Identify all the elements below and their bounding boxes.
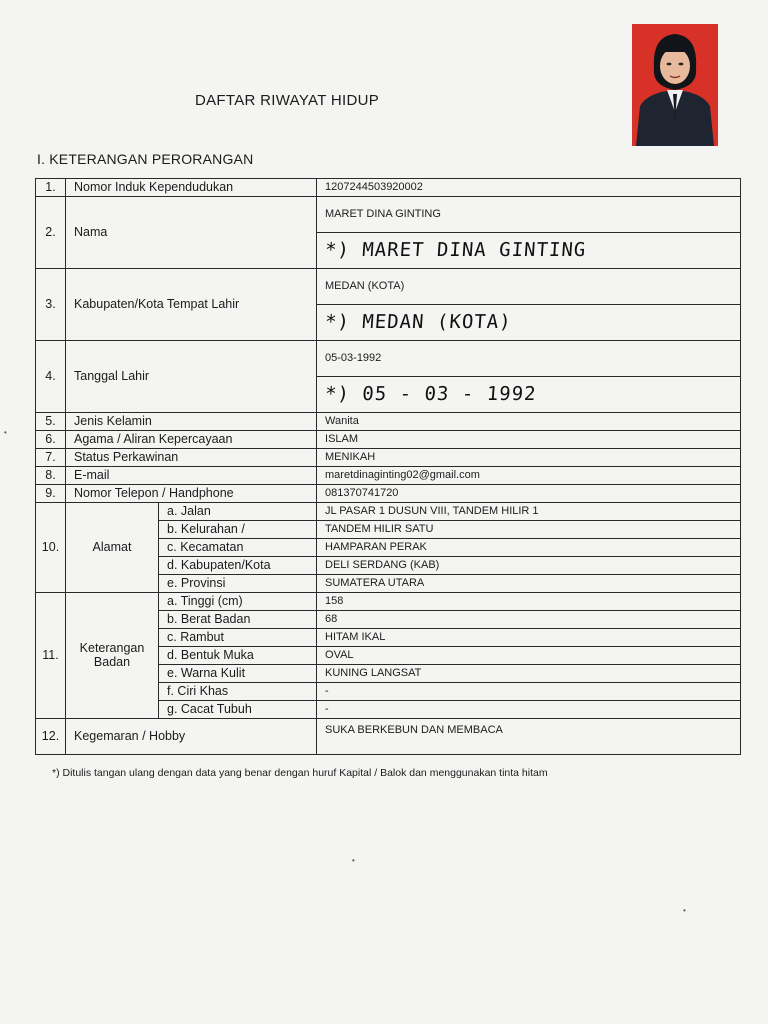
table-row	[36, 485, 741, 503]
sub-label: g. Cacat Tubuh	[159, 701, 317, 719]
sub-label: b. Berat Badan	[159, 611, 317, 629]
religion-value: ISLAM	[317, 431, 741, 449]
row-number: 10.	[36, 503, 66, 593]
field-label: Agama / Aliran Kepercayaan	[66, 431, 317, 449]
row-number: 12.	[36, 719, 66, 755]
sub-label: c. Kecamatan	[159, 539, 317, 557]
birthdate-value: 05-03-1992	[317, 341, 741, 377]
sub-value: DELI SERDANG (KAB)	[317, 557, 741, 575]
field-label: Nama	[66, 197, 317, 269]
sub-label: b. Kelurahan /	[159, 521, 317, 539]
scan-speck: •	[352, 856, 355, 865]
row-number: 6.	[36, 431, 66, 449]
table-row	[36, 197, 741, 233]
sub-value: -	[317, 683, 741, 701]
sub-label: d. Bentuk Muka	[159, 647, 317, 665]
sub-value: OVAL	[317, 647, 741, 665]
name-value: MARET DINA GINTING	[317, 197, 741, 233]
sub-value: HITAM IKAL	[317, 629, 741, 647]
document-title: DAFTAR RIWAYAT HIDUP	[195, 92, 380, 109]
scan-speck: •	[4, 428, 7, 437]
handwriting: *) 05 - 03 - 1992	[324, 383, 538, 406]
row-number: 11.	[36, 593, 66, 719]
table-row	[36, 449, 741, 467]
field-label: Keterangan Badan	[66, 593, 159, 719]
scan-speck: •	[683, 906, 686, 915]
sub-label: f. Ciri Khas	[159, 683, 317, 701]
sub-value: 158	[317, 593, 741, 611]
profile-photo	[632, 24, 718, 146]
handwriting: *) MARET DINA GINTING	[324, 239, 588, 262]
handwritten-birthdate	[317, 377, 741, 413]
marital-status-value: MENIKAH	[317, 449, 741, 467]
table-row	[36, 179, 741, 197]
phone-value: 081370741720	[317, 485, 741, 503]
section-heading: I. KETERANGAN PERORANGAN	[37, 151, 254, 167]
sub-value: KUNING LANGSAT	[317, 665, 741, 683]
table-row	[36, 413, 741, 431]
footnote: *) Ditulis tangan ulang dengan data yang benar dengan huruf Kapital / Balok dan menggunakan tinta hitam	[52, 767, 548, 779]
sub-label: e. Provinsi	[159, 575, 317, 593]
row-number: 2.	[36, 197, 66, 269]
row-number: 5.	[36, 413, 66, 431]
table-row	[36, 503, 741, 521]
field-label: Alamat	[66, 503, 159, 593]
personal-info-table	[35, 178, 741, 755]
sub-value: 68	[317, 611, 741, 629]
table-row	[36, 269, 741, 305]
sub-label: c. Rambut	[159, 629, 317, 647]
sub-value: TANDEM HILIR SATU	[317, 521, 741, 539]
table-row	[36, 593, 741, 611]
row-number: 8.	[36, 467, 66, 485]
handwriting: *) MEDAN (KOTA)	[324, 311, 513, 334]
email-value: maretdinaginting02@gmail.com	[317, 467, 741, 485]
handwritten-birthplace	[317, 305, 741, 341]
sub-value: SUMATERA UTARA	[317, 575, 741, 593]
field-label: Kegemaran / Hobby	[66, 719, 317, 755]
gender-value: Wanita	[317, 413, 741, 431]
table-row	[36, 719, 741, 755]
table-row	[36, 467, 741, 485]
field-label: Nomor Telepon / Handphone	[66, 485, 317, 503]
row-number: 9.	[36, 485, 66, 503]
table-row	[36, 431, 741, 449]
sub-label: a. Tinggi (cm)	[159, 593, 317, 611]
field-label: Tanggal Lahir	[66, 341, 317, 413]
birthplace-value: MEDAN (KOTA)	[317, 269, 741, 305]
row-number: 7.	[36, 449, 66, 467]
sub-value: -	[317, 701, 741, 719]
sub-value: HAMPARAN PERAK	[317, 539, 741, 557]
sub-label: d. Kabupaten/Kota	[159, 557, 317, 575]
row-number: 4.	[36, 341, 66, 413]
row-number: 3.	[36, 269, 66, 341]
field-label: E-mail	[66, 467, 317, 485]
field-label: Kabupaten/Kota Tempat Lahir	[66, 269, 317, 341]
handwritten-name	[317, 233, 741, 269]
field-label: Jenis Kelamin	[66, 413, 317, 431]
field-label: Nomor Induk Kependudukan	[66, 179, 317, 197]
sub-label: e. Warna Kulit	[159, 665, 317, 683]
hobby-value: SUKA BERKEBUN DAN MEMBACA	[317, 719, 741, 755]
field-label: Status Perkawinan	[66, 449, 317, 467]
portrait-image	[632, 24, 718, 146]
sub-label: a. Jalan	[159, 503, 317, 521]
row-number: 1.	[36, 179, 66, 197]
table-row	[36, 341, 741, 377]
sub-value: JL PASAR 1 DUSUN VIII, TANDEM HILIR 1	[317, 503, 741, 521]
nik-value: 1207244503920002	[317, 179, 741, 197]
